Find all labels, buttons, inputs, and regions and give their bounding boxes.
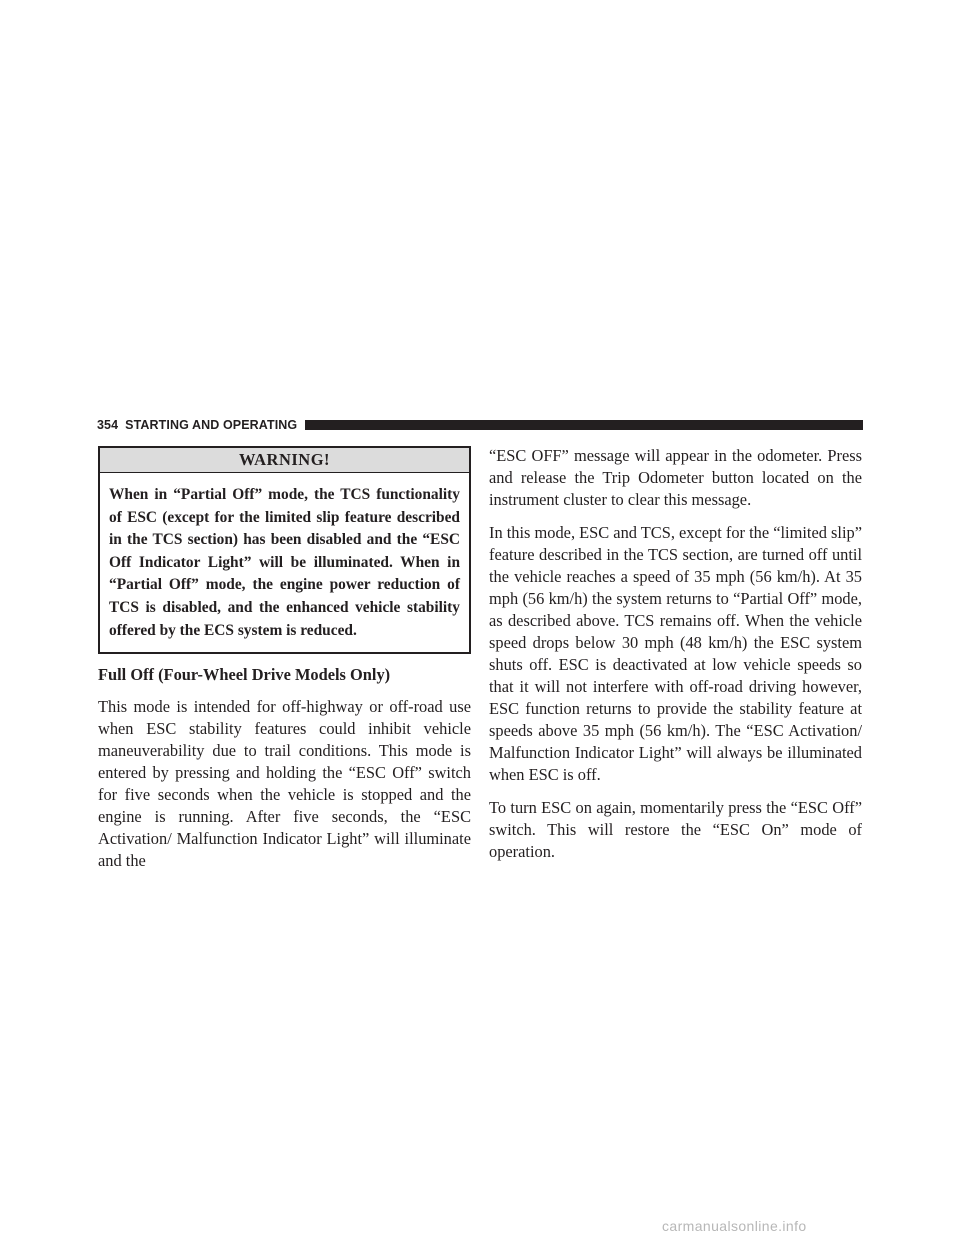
watermark: carmanualsonline.info [662, 1218, 807, 1234]
page-header [97, 418, 863, 432]
paragraph-esc-off-message: “ESC OFF” message will appear in the odometer. Press and release the Trip Odometer button located on the instrument cluster to clear this message. [489, 446, 862, 509]
paragraph-full-off-intro: This mode is intended for off-highway or off-road use when ESC stability features could inhibit vehicle maneuverability due to trail conditions. This mode is entered by pressing and holding the “ESC Off” switch for five seconds when the vehicle is stopped and the engine is running. After five seconds, the “ESC Activation/ Malfunction Indicator Light” will illuminate and the [98, 697, 471, 871]
left-column [98, 446, 471, 883]
page-number: 354 [97, 418, 119, 432]
paragraph-turn-esc-on: To turn ESC on again, momentarily press the “ESC Off” switch. This will restore the “ESC On” mode of operation. [489, 798, 862, 861]
warning-text: When in “Partial Off” mode, the TCS functionality of ESC (except for the limited slip feature described in the TCS section) has been disabled and the “ESC Off Indicator Light” will be illuminated. When in “Partial Off” mode, the engine power reduction of TCS is disabled, and the enhanced vehicle stability offered by the ECS system is reduced. [109, 486, 460, 639]
header-rule [305, 420, 863, 430]
right-column [489, 445, 862, 874]
warning-title: WARNING! [100, 448, 469, 473]
section-subheading: Full Off (Four-Wheel Drive Models Only) [98, 665, 391, 685]
section-title: STARTING AND OPERATING [125, 418, 298, 432]
warning-box [98, 446, 471, 654]
paragraph-full-off-mode: In this mode, ESC and TCS, except for the “limited slip” feature described in the TCS section, are turned off until the vehicle reaches a speed of 35 mph (56 km/h). At 35 mph (56 km/h) the system returns to “Partial Off” mode, as described above. TCS remains off. When the vehicle speed drops below 30 mph (48 km/h) the ESC system shuts off. ESC is deactivated at low vehicle speeds so that it will not interfere with off-road driving however, ESC function returns to provide the stability feature at speeds above 35 mph (56 km/h). The “ESC Activation/ Malfunction Indicator Light” will always be illuminated when ESC is off. [489, 523, 862, 784]
